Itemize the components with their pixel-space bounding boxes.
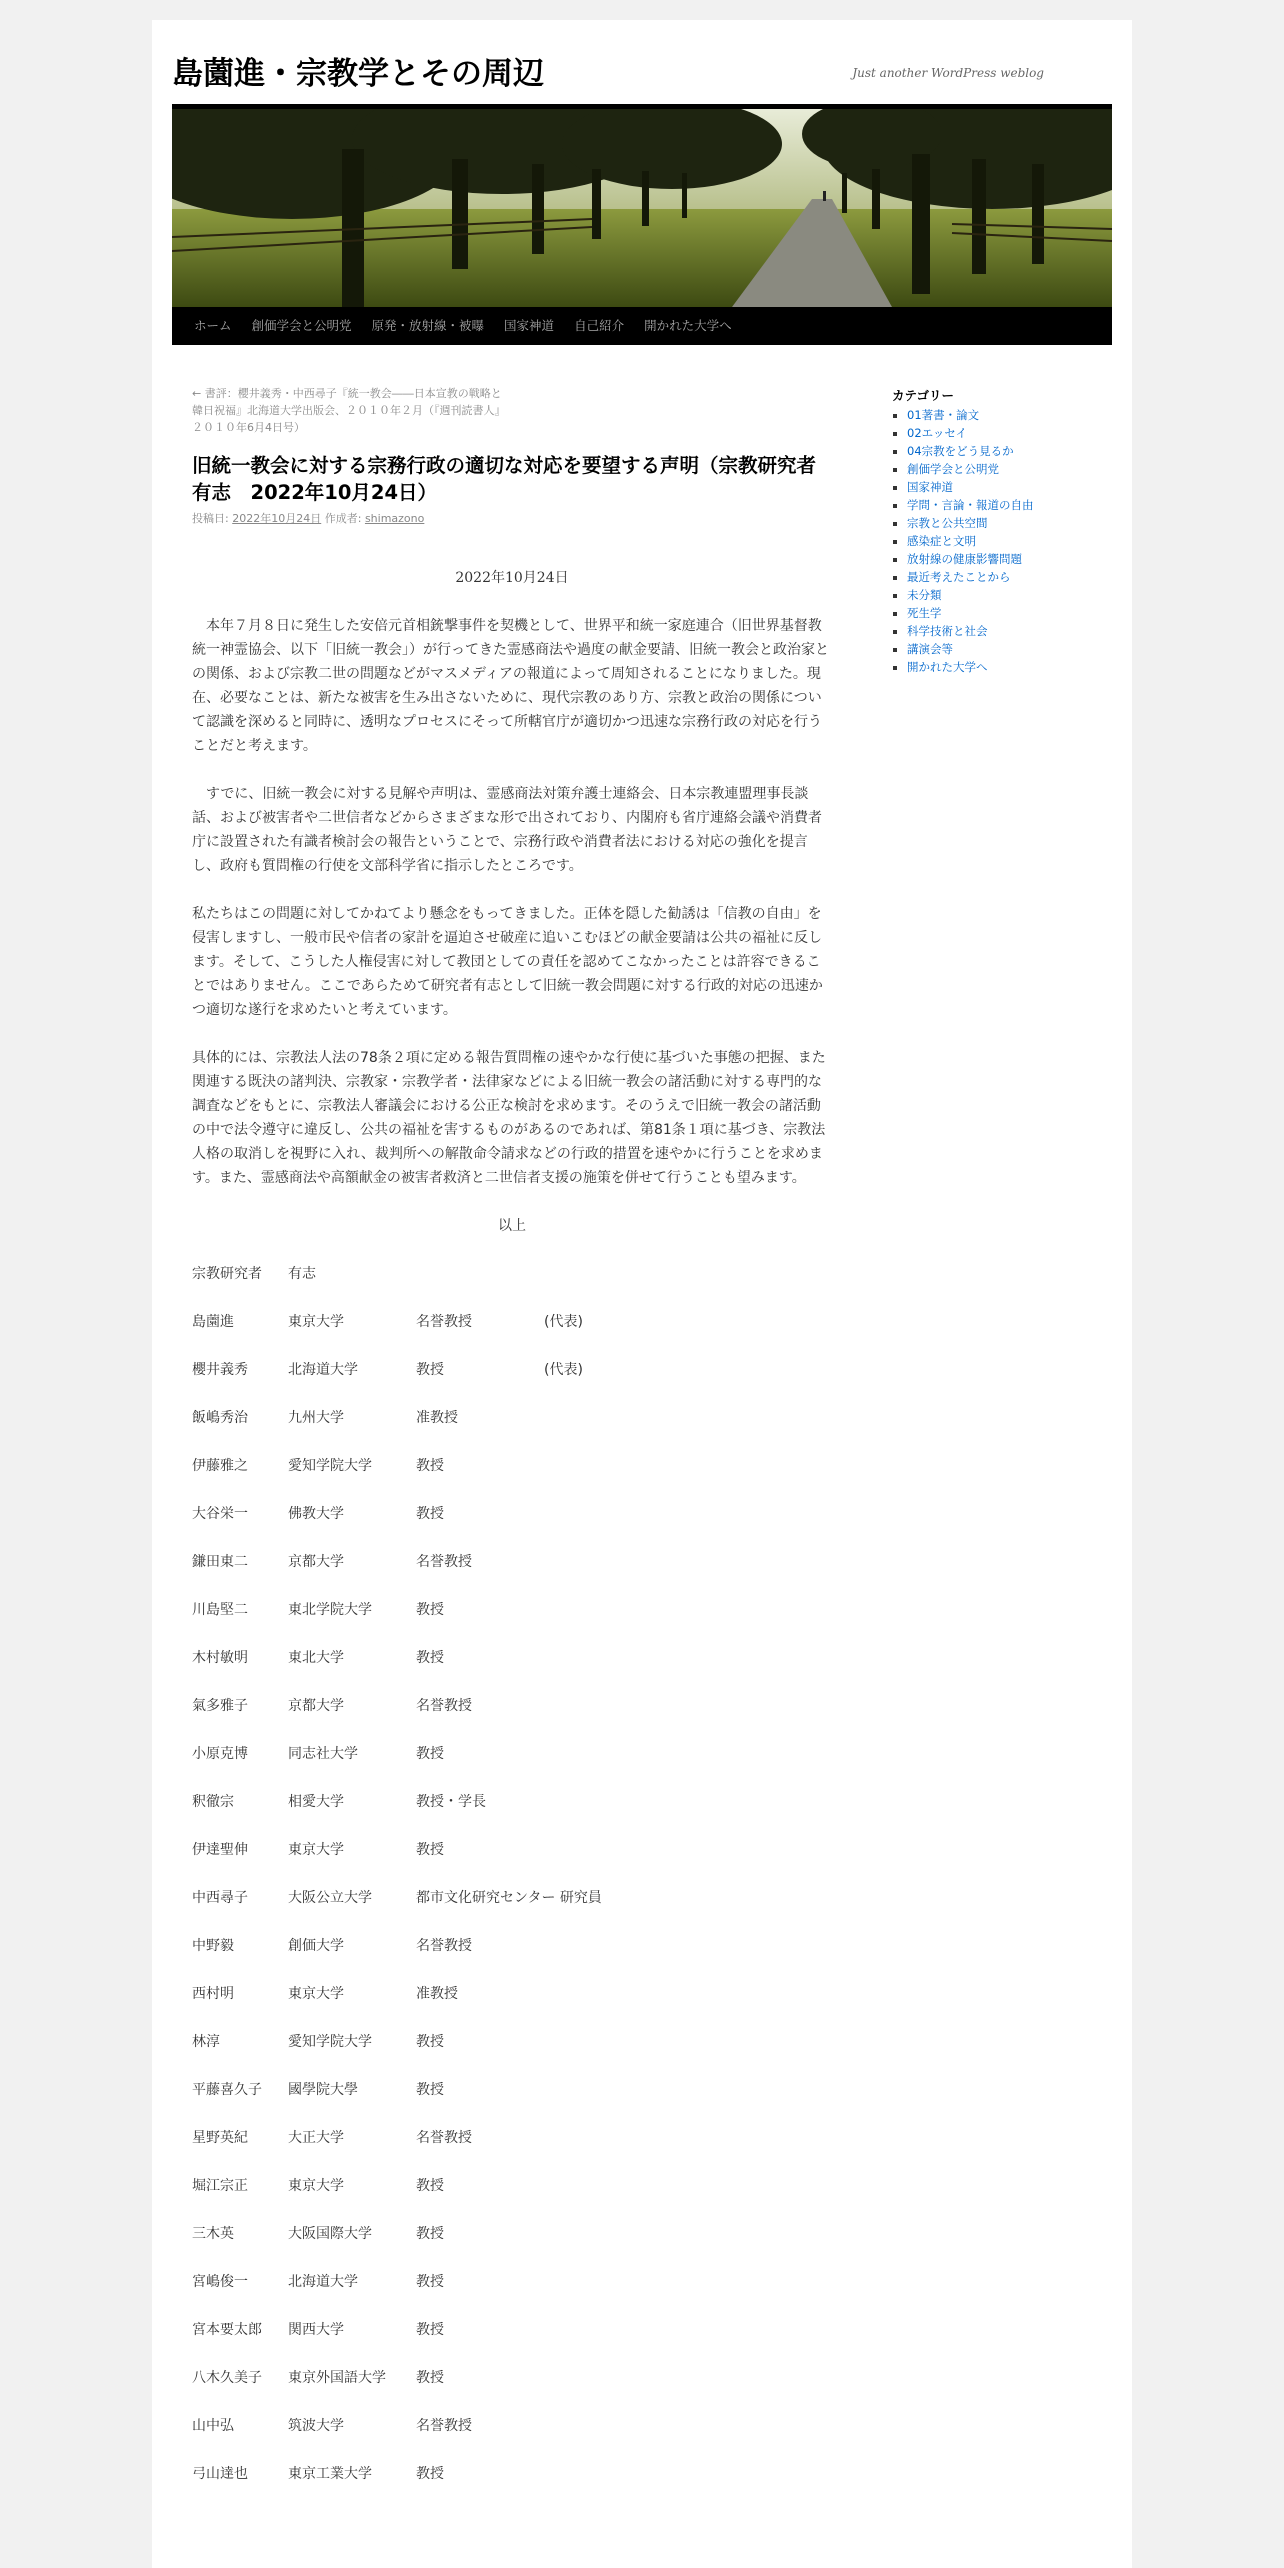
signer-row	[192, 2174, 832, 2198]
signer-note	[544, 2126, 664, 2150]
signer-row	[192, 1742, 832, 1766]
signer-note	[544, 2462, 664, 2486]
signer-position: 教授	[416, 2226, 444, 2242]
menu-item-home[interactable]: ホーム	[194, 318, 232, 333]
signer-name: 伊達聖伸	[192, 1842, 248, 1858]
signer-row	[192, 2462, 832, 2486]
signer-row	[192, 2318, 832, 2342]
signer-row	[192, 2366, 832, 2390]
signer-position: 教授	[416, 1362, 444, 1378]
author-link[interactable]: shimazono	[364, 512, 425, 525]
page-wrapper	[152, 20, 1132, 2568]
signer-note	[544, 2270, 664, 2294]
main-content	[192, 385, 832, 2510]
signer-note	[544, 2414, 664, 2438]
category-item	[907, 496, 1092, 514]
signer-row	[192, 2078, 832, 2102]
signers-heading-part: 宗教研究者	[192, 1266, 262, 1282]
signer-note: (代表)	[544, 1314, 583, 1330]
signers-heading-part: 有志	[288, 1266, 316, 1282]
signer-affiliation: 東京工業大学	[288, 2466, 372, 2482]
signer-position: 教授	[416, 1746, 444, 1762]
category-item	[907, 406, 1092, 424]
signer-row	[192, 1358, 832, 1382]
signer-position: 都市文化研究センター 研究員	[416, 1890, 602, 1906]
signer-position: 准教授	[416, 1986, 458, 2002]
signer-position: 教授	[416, 2322, 444, 2338]
signer-affiliation: 東京大学	[288, 1986, 344, 2002]
signer-position: 教授	[416, 1650, 444, 1666]
signer-name: 中野毅	[192, 1938, 234, 1954]
category-link[interactable]: 未分類	[907, 588, 942, 602]
signer-affiliation: 北海道大学	[288, 1362, 358, 1378]
signer-row	[192, 1886, 832, 1910]
signer-note	[544, 2318, 664, 2342]
signer-name: 平藤喜久子	[192, 2082, 262, 2098]
statement-date: 2022年10月24日	[455, 570, 569, 586]
signer-row	[192, 1646, 832, 1670]
signer-note	[544, 1934, 664, 1958]
signer-affiliation: 國學院大學	[288, 2082, 358, 2098]
category-link[interactable]: 最近考えたことから	[907, 570, 1011, 584]
signer-position: 名誉教授	[416, 2130, 472, 2146]
category-item	[907, 568, 1092, 586]
signer-name: 大谷栄一	[192, 1506, 248, 1522]
signer-affiliation: 大阪国際大学	[288, 2226, 372, 2242]
categories-list	[892, 406, 1092, 676]
category-link[interactable]: 国家神道	[907, 480, 953, 494]
signer-name: 島薗進	[192, 1314, 234, 1330]
menu-item-open-university[interactable]: 開かれた大学へ	[644, 318, 732, 333]
signer-row	[192, 2126, 832, 2150]
signer-note	[544, 1598, 664, 1622]
signer-position: 教授	[416, 2034, 444, 2050]
signer-name: 西村明	[192, 1986, 234, 2002]
signer-name: 小原克博	[192, 1746, 248, 1762]
signer-note	[544, 1550, 664, 1574]
category-link[interactable]: 宗教と公共空間	[907, 516, 988, 530]
signer-row	[192, 1454, 832, 1478]
category-link[interactable]: 04宗教をどう見るか	[907, 444, 1014, 458]
signer-name: 星野英紀	[192, 2130, 248, 2146]
menu-item-soka-gakkai[interactable]: 創価学会と公明党	[251, 318, 352, 333]
category-item	[907, 586, 1092, 604]
signer-name: 伊藤雅之	[192, 1458, 248, 1474]
signer-position: 准教授	[416, 1410, 458, 1426]
author-label: 作成者:	[324, 512, 362, 525]
previous-post-link[interactable]: ← 書評：櫻井義秀・中西尋子『統一教会――日本宣教の戦略と韓日祝福』北海道大学出版会、２０１０年２月（『週刊読書人』２０１０年6月4日号）	[192, 387, 506, 434]
signer-position: 教授	[416, 2466, 444, 2482]
signer-position: 教授	[416, 2274, 444, 2290]
category-item	[907, 604, 1092, 622]
statement-paragraph: 私たちはこの問題に対してかねてより懸念をもってきました。正体を隠した勧誘は「信教の自由」を侵害しますし、一般市民や信者の家計を逼迫させ破産に追いこむほどの献金要請は公共の福祉に反します。そして、こうした人権侵害に対して教団としての責任を認めてこなかったことは許容できることではありません。ここであらためて研究者有志として旧統一教会問題に対する行政的対応の迅速かつ適切な遂行を求めたいと考えています。	[192, 906, 823, 1018]
signer-note	[544, 1790, 664, 1814]
signer-position: 名誉教授	[416, 1698, 472, 1714]
signer-affiliation: 愛知学院大学	[288, 2034, 372, 2050]
signer-note	[544, 2174, 664, 2198]
signer-row	[192, 2270, 832, 2294]
signer-row	[192, 1790, 832, 1814]
signer-row	[192, 1502, 832, 1526]
signer-note	[544, 1838, 664, 1862]
category-link[interactable]: 感染症と文明	[907, 534, 976, 548]
signer-note	[544, 1454, 664, 1478]
signer-name: 宮本要太郎	[192, 2322, 262, 2338]
signer-note	[544, 2366, 664, 2390]
signers-heading	[192, 1262, 832, 1286]
signer-note	[544, 2078, 664, 2102]
signer-name: 木村敏明	[192, 1650, 248, 1666]
signer-note	[544, 1646, 664, 1670]
category-item	[907, 478, 1092, 496]
signer-position: 教授	[416, 1842, 444, 1858]
category-link[interactable]: 学問・言論・報道の自由	[907, 498, 1034, 512]
signer-affiliation: 東北学院大学	[288, 1602, 372, 1618]
signer-affiliation: 東北大学	[288, 1650, 344, 1666]
category-link[interactable]: 01著書・論文	[907, 408, 980, 422]
post-meta	[192, 510, 832, 526]
signer-position: 教授	[416, 2178, 444, 2194]
statement-paragraph: すでに、旧統一教会に対する見解や声明は、霊感商法対策弁護士連絡会、日本宗教連盟理事長談話、および被害者や二世信者などからさまざまな形で出されており、内閣府も省庁連絡会議や消費者庁に設置された有識者検討会の報告ということで、宗務行政や消費者法における対応の強化を提言し、政府も質問権の行使を文部科学省に指示したところです。	[192, 786, 822, 874]
main-menu	[172, 307, 1112, 345]
category-link[interactable]: 講演会等	[907, 642, 953, 656]
category-item	[907, 640, 1092, 658]
category-link[interactable]: 創価学会と公明党	[907, 462, 999, 476]
post-title: 旧統一教会に対する宗務行政の適切な対応を要望する声明（宗教研究者有志 2022年10月24日）	[192, 454, 817, 504]
signer-name: 三木英	[192, 2226, 234, 2242]
site-description: Just another WordPress weblog	[852, 66, 1044, 80]
signer-name: 鎌田東二	[192, 1554, 248, 1570]
category-link[interactable]: 死生学	[907, 606, 942, 620]
menu-item-nuclear-radiation[interactable]: 原発・放射線・被曝	[371, 318, 485, 333]
signer-row	[192, 1310, 832, 1334]
signer-affiliation: 九州大学	[288, 1410, 344, 1426]
signer-affiliation: 大正大学	[288, 2130, 344, 2146]
signer-affiliation: 佛教大学	[288, 1506, 344, 1522]
signer-name: 氣多雅子	[192, 1698, 248, 1714]
category-item	[907, 460, 1092, 478]
signer-name: 飯嶋秀治	[192, 1410, 248, 1426]
categories-heading: カテゴリー	[892, 388, 955, 403]
statement-closing: 以上	[498, 1218, 526, 1234]
signer-name: 櫻井義秀	[192, 1362, 248, 1378]
category-link[interactable]: 科学技術と社会	[907, 624, 988, 638]
signer-name: 釈徹宗	[192, 1794, 234, 1810]
statement-paragraph: 具体的には、宗教法人法の78条２項に定める報告質問権の速やかな行使に基づいた事態の把握、また関連する既決の諸判決、宗教家・宗教学者・法律家などによる旧統一教会の諸活動に対する専門的な調査などをもとに、宗教法人審議会における公正な検討を求めます。そのうえで旧統一教会の諸活動の中で法令遵守に違反し、公共の福祉を害するものがあるのであれば、第81条１項に基づき、宗教法人格の取消しを視野に入れ、裁判所への解散命令請求などの行政的措置を速やかに行うことを求めます。また、霊感商法や高額献金の被害者救済と二世信者支援の施策を併せて行うことも望みます。	[192, 1050, 826, 1186]
signer-note	[544, 1886, 664, 1910]
signer-position: 名誉教授	[416, 1938, 472, 1954]
category-item	[907, 442, 1092, 460]
signer-position: 教授・学長	[416, 1794, 486, 1810]
site-title[interactable]: 島薗進・宗教学とその周辺	[172, 56, 544, 92]
signer-affiliation: 創価大学	[288, 1938, 344, 1954]
signer-name: 川島堅二	[192, 1602, 248, 1618]
signer-note	[544, 1694, 664, 1718]
signer-note: (代表)	[544, 1362, 583, 1378]
signer-affiliation: 関西大学	[288, 2322, 344, 2338]
signer-note	[544, 1982, 664, 2006]
signer-name: 弓山達也	[192, 2466, 248, 2482]
signer-position: 教授	[416, 1506, 444, 1522]
signer-affiliation: 東京大学	[288, 2178, 344, 2194]
signer-position: 名誉教授	[416, 1554, 472, 1570]
signer-row	[192, 2414, 832, 2438]
signer-row	[192, 2030, 832, 2054]
signer-name: 林淳	[192, 2034, 220, 2050]
category-item	[907, 550, 1092, 568]
signer-row	[192, 1550, 832, 1574]
signer-row	[192, 1934, 832, 1958]
signer-affiliation: 相愛大学	[288, 1794, 344, 1810]
category-item	[907, 658, 1092, 676]
signer-row	[192, 1838, 832, 1862]
statement-paragraph: 本年７月８日に発生した安倍元首相銃撃事件を契機として、世界平和統一家庭連合（旧世界基督教統一神霊協会、以下「旧統一教会」）が行ってきた霊感商法や過度の献金要請、旧統一教会と政治家との関係、および宗教二世の問題などがマスメディアの報道によって周知されることになりました。現在、必要なことは、新たな被害を生み出さないために、現代宗教のあり方、宗教と政治の関係について認識を深めると同時に、透明なプロセスにそって所轄官庁が適切かつ迅速な宗務行政の対応を行うことだと考えます。	[192, 618, 829, 754]
signer-row	[192, 1982, 832, 2006]
category-link[interactable]: 開かれた大学へ	[907, 660, 988, 674]
category-link[interactable]: 02エッセイ	[907, 426, 968, 440]
header-banner-image	[172, 109, 1112, 307]
signer-position: 名誉教授	[416, 2418, 472, 2434]
signer-position: 教授	[416, 2082, 444, 2098]
signer-affiliation: 愛知学院大学	[288, 1458, 372, 1474]
post-date-link[interactable]: 2022年10月24日	[232, 512, 322, 525]
signer-row	[192, 1406, 832, 1430]
signer-note	[544, 2030, 664, 2054]
menu-item-state-shinto[interactable]: 国家神道	[504, 318, 555, 333]
signer-affiliation: 北海道大学	[288, 2274, 358, 2290]
signer-note	[544, 1742, 664, 1766]
post-body	[192, 566, 832, 2486]
signer-position: 教授	[416, 1602, 444, 1618]
signer-position: 教授	[416, 2370, 444, 2386]
signer-name: 山中弘	[192, 2418, 234, 2434]
signer-row	[192, 2222, 832, 2246]
signer-row	[192, 1598, 832, 1622]
signer-affiliation: 同志社大学	[288, 1746, 358, 1762]
signer-affiliation: 京都大学	[288, 1698, 344, 1714]
signer-name: 八木久美子	[192, 2370, 262, 2386]
signer-name: 宮嶋俊一	[192, 2274, 248, 2290]
signer-affiliation: 筑波大学	[288, 2418, 344, 2434]
signer-note	[544, 1502, 664, 1526]
signers-list	[192, 1262, 832, 2486]
category-item	[907, 622, 1092, 640]
category-link[interactable]: 放射線の健康影響問題	[907, 552, 1022, 566]
signer-row	[192, 1694, 832, 1718]
signer-affiliation: 東京外国語大学	[288, 2370, 386, 2386]
signer-affiliation: 京都大学	[288, 1554, 344, 1570]
signer-position: 教授	[416, 1458, 444, 1474]
posted-on-label: 投稿日:	[192, 512, 229, 525]
category-item	[907, 532, 1092, 550]
signer-note	[544, 2222, 664, 2246]
signer-name: 堀江宗正	[192, 2178, 248, 2194]
signer-affiliation: 東京大学	[288, 1314, 344, 1330]
signer-position: 名誉教授	[416, 1314, 472, 1330]
signer-note	[544, 1406, 664, 1430]
sidebar	[892, 386, 1092, 676]
previous-post-nav	[192, 385, 512, 436]
signer-affiliation: 大阪公立大学	[288, 1890, 372, 1906]
signer-affiliation: 東京大学	[288, 1842, 344, 1858]
category-item	[907, 424, 1092, 442]
category-item	[907, 514, 1092, 532]
menu-item-about[interactable]: 自己紹介	[574, 318, 625, 333]
signer-name: 中西尋子	[192, 1890, 248, 1906]
